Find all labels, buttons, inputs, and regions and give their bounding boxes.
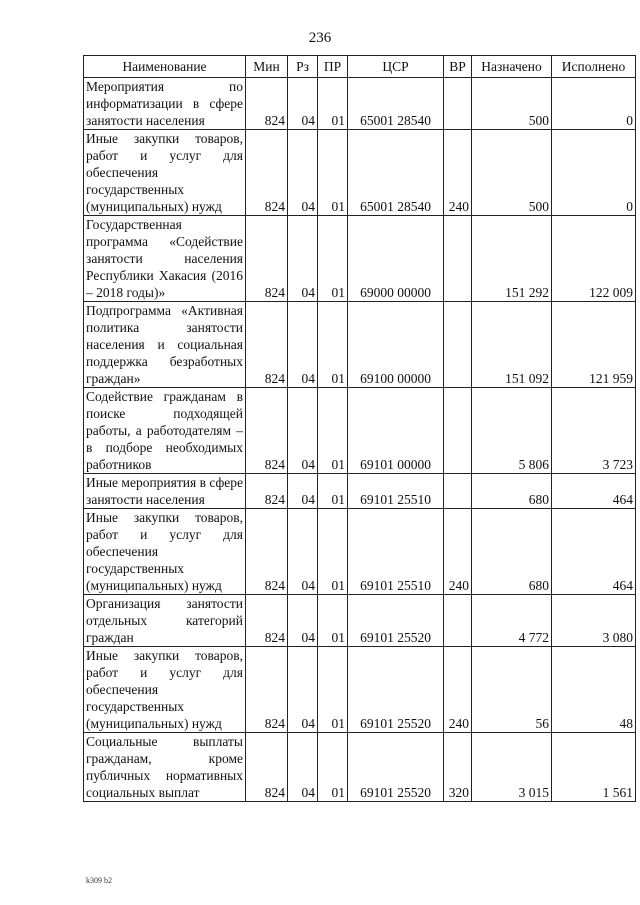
cell-csr: 69100 00000 (348, 302, 444, 388)
cell-vr: 240 (444, 647, 472, 733)
cell-pr: 01 (318, 474, 348, 509)
table-row (84, 733, 636, 802)
cell-min: 824 (246, 647, 288, 733)
cell-rz: 04 (288, 130, 318, 216)
table-row (84, 216, 636, 302)
cell-vr: 320 (444, 733, 472, 802)
cell-rz: 04 (288, 733, 318, 802)
footer-code: k309 b2 (86, 876, 112, 885)
cell-vr (444, 388, 472, 474)
cell-vr (444, 595, 472, 647)
cell-min: 824 (246, 388, 288, 474)
cell-executed: 464 (552, 474, 636, 509)
cell-executed: 122 009 (552, 216, 636, 302)
cell-vr (444, 78, 472, 130)
cell-name: Государственная программа «Содействие занятости населения Республики Хакасия (2016 – 2018 годы)» (84, 216, 246, 302)
header-vr: ВР (444, 56, 472, 78)
cell-executed: 464 (552, 509, 636, 595)
cell-pr: 01 (318, 130, 348, 216)
cell-assigned: 680 (472, 474, 552, 509)
cell-vr (444, 302, 472, 388)
cell-min: 824 (246, 595, 288, 647)
cell-pr: 01 (318, 388, 348, 474)
table-row (84, 647, 636, 733)
cell-rz: 04 (288, 78, 318, 130)
cell-csr: 69101 25520 (348, 647, 444, 733)
cell-rz: 04 (288, 216, 318, 302)
header-executed: Исполнено (552, 56, 636, 78)
cell-name: Организация занятости отдельных категорий граждан (84, 595, 246, 647)
cell-min: 824 (246, 509, 288, 595)
cell-executed: 121 959 (552, 302, 636, 388)
cell-name: Содействие гражданам в поиске подходящей работы, а работодателям – в подборе необходимых работников (84, 388, 246, 474)
page-number: 236 (308, 30, 332, 46)
table-row (84, 78, 636, 130)
cell-rz: 04 (288, 509, 318, 595)
cell-vr (444, 216, 472, 302)
cell-executed: 48 (552, 647, 636, 733)
cell-name: Иные мероприятия в сфере занятости населения (84, 474, 246, 509)
cell-pr: 01 (318, 302, 348, 388)
cell-name: Социальные выплаты гражданам, кроме публичных нормативных социальных выплат (84, 733, 246, 802)
cell-csr: 69000 00000 (348, 216, 444, 302)
cell-rz: 04 (288, 388, 318, 474)
table-row (84, 509, 636, 595)
header-assigned: Назначено (472, 56, 552, 78)
cell-min: 824 (246, 130, 288, 216)
cell-executed: 0 (552, 130, 636, 216)
cell-vr (444, 474, 472, 509)
cell-assigned: 680 (472, 509, 552, 595)
cell-pr: 01 (318, 78, 348, 130)
cell-min: 824 (246, 78, 288, 130)
cell-rz: 04 (288, 647, 318, 733)
header-min: Мин (246, 56, 288, 78)
cell-csr: 69101 25520 (348, 595, 444, 647)
cell-csr: 69101 25510 (348, 509, 444, 595)
header-csr: ЦСР (348, 56, 444, 78)
cell-assigned: 4 772 (472, 595, 552, 647)
cell-assigned: 5 806 (472, 388, 552, 474)
cell-assigned: 3 015 (472, 733, 552, 802)
table-row (84, 388, 636, 474)
table-body (84, 78, 636, 802)
cell-assigned: 56 (472, 647, 552, 733)
cell-executed: 0 (552, 78, 636, 130)
table-row (84, 130, 636, 216)
cell-assigned: 500 (472, 78, 552, 130)
table-header-row (84, 56, 636, 78)
cell-pr: 01 (318, 216, 348, 302)
header-rz: Рз (288, 56, 318, 78)
cell-pr: 01 (318, 509, 348, 595)
cell-name: Мероприятия по информатизации в сфере занятости населения (84, 78, 246, 130)
table-row (84, 302, 636, 388)
cell-name: Иные закупки товаров, работ и услуг для обеспечения государственных (муниципальных) нужд (84, 509, 246, 595)
cell-csr: 69101 25520 (348, 733, 444, 802)
cell-min: 824 (246, 302, 288, 388)
cell-csr: 69101 00000 (348, 388, 444, 474)
cell-assigned: 500 (472, 130, 552, 216)
cell-rz: 04 (288, 474, 318, 509)
cell-assigned: 151 292 (472, 216, 552, 302)
table-row (84, 595, 636, 647)
budget-table (83, 55, 636, 802)
cell-pr: 01 (318, 647, 348, 733)
cell-executed: 3 723 (552, 388, 636, 474)
cell-executed: 1 561 (552, 733, 636, 802)
cell-name: Иные закупки товаров, работ и услуг для обеспечения государственных (муниципальных) нужд (84, 647, 246, 733)
cell-min: 824 (246, 474, 288, 509)
cell-min: 824 (246, 216, 288, 302)
cell-csr: 65001 28540 (348, 130, 444, 216)
cell-csr: 65001 28540 (348, 78, 444, 130)
cell-executed: 3 080 (552, 595, 636, 647)
cell-name: Подпрограмма «Активная политика занятости населения и социальная поддержка безработных граждан» (84, 302, 246, 388)
cell-csr: 69101 25510 (348, 474, 444, 509)
cell-min: 824 (246, 733, 288, 802)
header-name: Наименование (84, 56, 246, 78)
cell-name: Иные закупки товаров, работ и услуг для обеспечения государственных (муниципальных) нужд (84, 130, 246, 216)
cell-assigned: 151 092 (472, 302, 552, 388)
cell-rz: 04 (288, 595, 318, 647)
header-pr: ПР (318, 56, 348, 78)
cell-pr: 01 (318, 733, 348, 802)
cell-rz: 04 (288, 302, 318, 388)
cell-vr: 240 (444, 130, 472, 216)
table-row (84, 474, 636, 509)
cell-pr: 01 (318, 595, 348, 647)
cell-vr: 240 (444, 509, 472, 595)
